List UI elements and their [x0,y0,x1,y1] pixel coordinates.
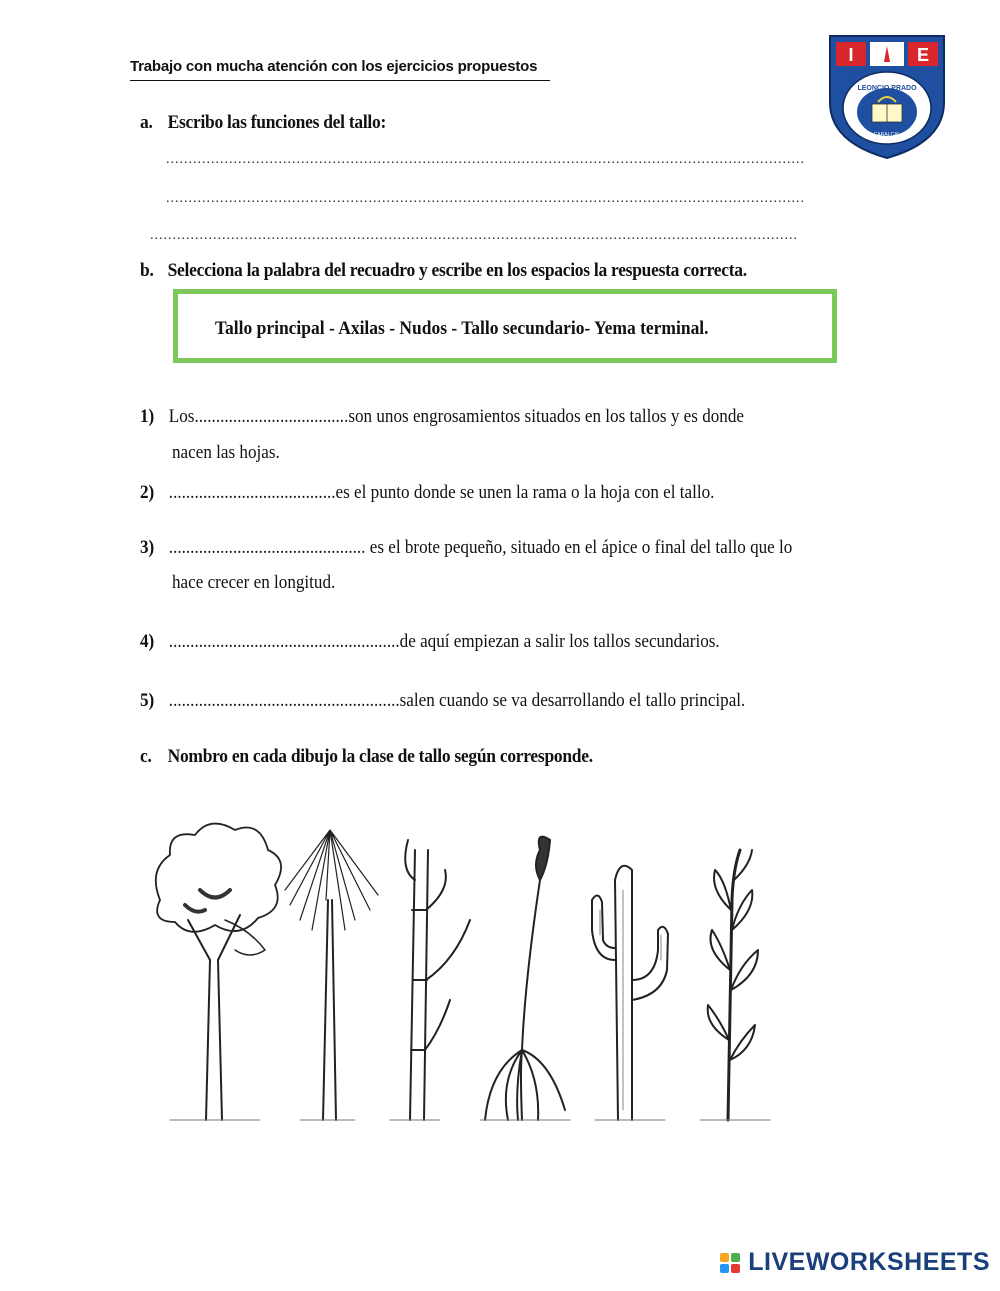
crest-ring-text: LEONCIO PRADO [857,85,917,92]
crest-year-left: 20 [848,75,857,84]
crest-bottom-text: CARALCAL [873,132,901,138]
cane-drawing[interactable] [390,840,470,1120]
reed-drawing[interactable] [480,837,570,1120]
section-c-text: Nombro en cada dibujo la clase de tallo según corresponde. [167,746,593,767]
answer-line-3[interactable]: ................................................................................................................................................ [150,228,798,243]
section-a-text: Escribo las funciones del tallo: [167,112,387,133]
cactus-drawing[interactable] [592,866,668,1120]
question-1 [140,406,744,428]
question-1-line2: nacen las hojas. [172,442,280,463]
palm-drawing[interactable] [285,830,378,1120]
question-2-line1[interactable]: .......................................es el punto donde se unen la rama o la hoja con el tallo. [168,482,715,503]
question-1-number: 1) [140,406,155,427]
plant-drawings [140,810,800,1130]
section-a-letter: a. [140,112,153,133]
worksheet-header: Trabajo con mucha atención con los ejercicios propuestos [130,58,538,75]
crest-letter-i: I [848,45,854,65]
section-c-title [140,746,593,768]
brand-text: LIVEWORKSHEETS [748,1248,990,1276]
word-bank-text: Tallo principal - Axilas - Nudos - Tallo secundario- Yema terminal. [215,318,709,339]
section-a-title [140,112,386,134]
question-2 [140,482,714,504]
question-1-line1[interactable]: Los....................................son unos engrosamientos situados en los tallos y es donde [168,406,744,427]
section-b-letter: b. [140,260,154,281]
question-4 [140,631,720,653]
section-b-text: Selecciona la palabra del recuadro y escribe en los espacios la respuesta correcta. [167,260,747,281]
question-3-line2: hace crecer en longitud. [172,572,336,593]
question-5-line1[interactable]: ......................................................salen cuando se va desarrollando el tallo principal. [168,690,746,711]
answer-line-1[interactable]: .............................................................................................................................................. [166,152,805,167]
crest-letter-e: E [916,45,930,65]
question-3 [140,537,792,559]
question-4-line1[interactable]: ......................................................de aquí empiezan a salir los tallos secundarios. [168,631,720,652]
liveworksheets-logo-icon [720,1253,740,1273]
question-3-number: 3) [140,537,155,558]
vine-drawing[interactable] [700,850,770,1120]
section-b-title [140,260,747,282]
answer-line-2[interactable]: .............................................................................................................................................. [166,191,805,206]
tree-drawing[interactable] [156,824,281,1120]
question-5 [140,690,745,712]
question-4-number: 4) [140,631,155,652]
question-3-line1[interactable]: .............................................. es el brote pequeño, situado en el ápice o final del tallo que lo [168,537,793,558]
header-underline [130,80,550,81]
crest-year-right: 67 [916,75,925,84]
question-5-number: 5) [140,690,155,711]
section-c-letter: c. [140,746,152,767]
liveworksheets-brand[interactable] [720,1248,990,1277]
question-2-number: 2) [140,482,155,503]
school-crest-logo [826,32,948,160]
